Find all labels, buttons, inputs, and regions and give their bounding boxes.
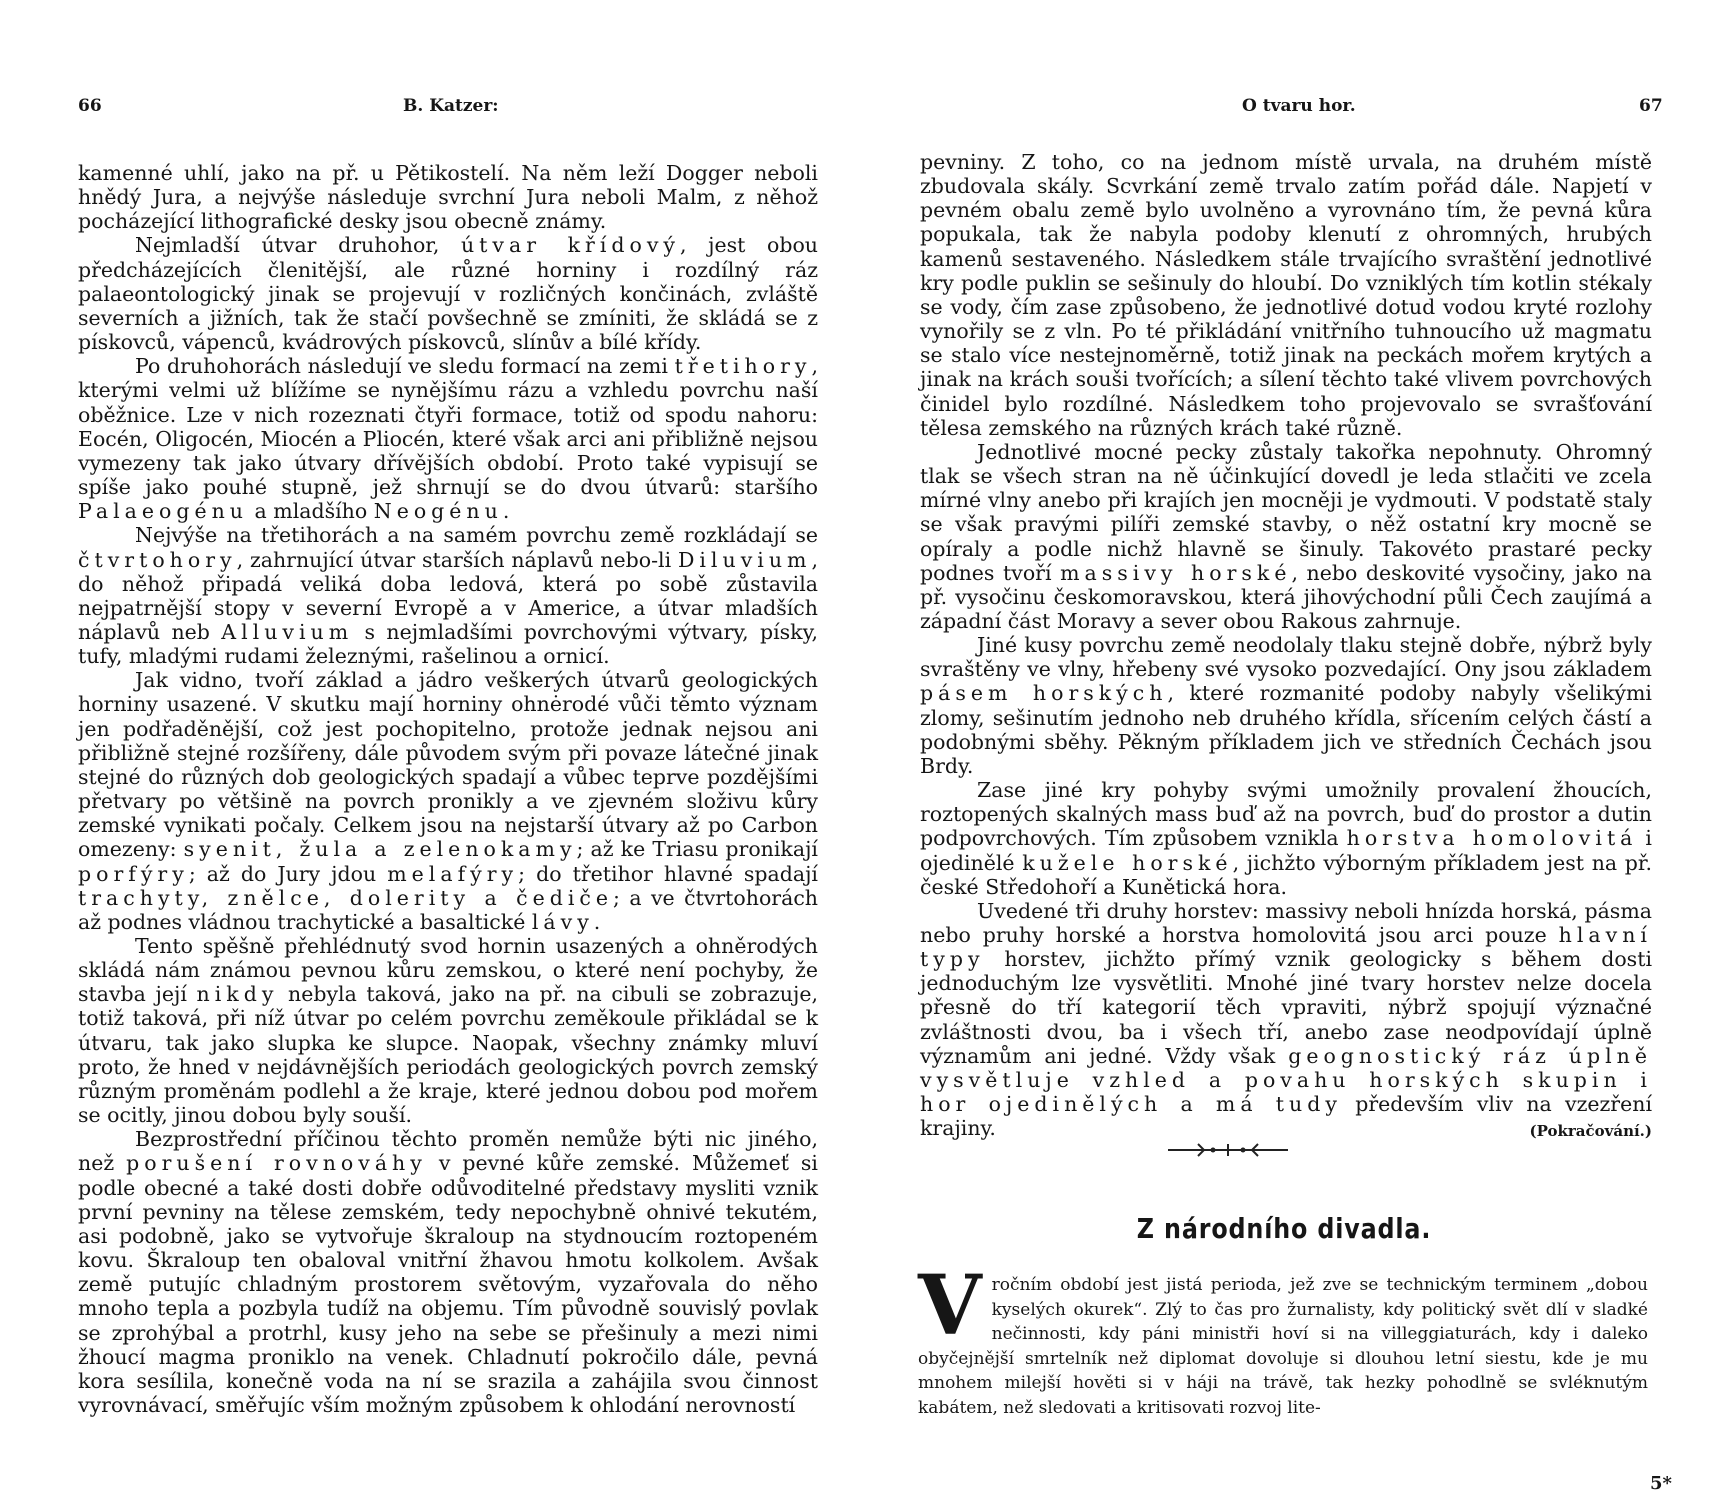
spaced-emphasis: melafýry	[387, 861, 519, 886]
spaced-emphasis: čtvrtohory	[78, 547, 237, 572]
spaced-emphasis: porušení rovnováhy	[126, 1151, 427, 1176]
left-paragraph: Bezprostřední příčinou těchto proměn nemůže býti nic jiného, než porušení rovnováhy v pevné kůře zemské. Můžemeť si podle obecné a také dosti dobře odůvoditelné představy mysliti vznik první pevniny na tělese zemském, tedy nepochybně ohnivé tekutém, asi podobně, jako se vytvořuje škraloup na stydnoucím roztopeném kovu. Škraloup ten obaloval vnitřní žhavou hmotu kolkolem. Avšak země putujíc chladným prostorem světovým, vyzařovala do něho mnoho tepla a pozbyla tudíž na objemu. Tím původně souvislý povlak se zprohýbal a protrhl, kusy jeho na sebe se přešinuly a mezi nimi žhoucí magma proniklo na venek. Chladnutí pokročilo dále, pevná kora sesílila, konečně voda na ní se srazila a zahájila svou činnost vyrovnávací, směřujíc vším možným způsobem k ohlodání nerovností	[78, 1127, 818, 1417]
running-head-left: B. Katzer:	[403, 96, 499, 116]
page-number-right: 67	[1639, 96, 1663, 116]
spaced-emphasis: Alluvium	[221, 619, 354, 644]
article-intro	[918, 1258, 1648, 1420]
spaced-emphasis: Neogénu	[373, 499, 503, 524]
right-paragraph: Uvedené tři druhy horstev: massivy neboli hnízda horská, pásma nebo pruhy horské a horstva homolovitá jsou arci pouze hlavní typy horstev, jichžto přímý vznik geologicky s během dosti jednoduchým lze vysvětliti. Mnohé jiné tvary horstev nelze docela přesně do tří kategorií těch vpraviti, nýbrž spojují význačné zvláštnosti dvou, ba i všech tří, anebo zase neodpovídají úplně významům ani jedné. Vždy však geognostický ráz úplně vysvětluje vzhled a povahu horských skupin i hor ojedinělých a má tudy především vliv na vzezření krajiny. (Pokračování.)	[920, 899, 1652, 1141]
page-number-left: 66	[78, 96, 102, 116]
spaced-emphasis: útvar křídový	[460, 233, 681, 258]
running-head-right: O tvaru hor.	[1242, 96, 1356, 116]
left-paragraph: Tento spěšně přehlédnutý svod hornin usazených a ohněrodých skládá nám známou pevnou kůru zemskou, o které není pochyby, že stavba její nikdy nebyla taková, jako na př. na cibuli se zobrazuje, totiž taková, při níž útvar po celém povrchu zeměkoule přikládal se k útvaru, tak jako slupka ke slupce. Naopak, všechny známky mluví proto, že hned v nejdávnějších periodách geologických povrch zemský různým proměnám podlehl a že kraje, které jednou dobou pod mořem se ocitly, jinou dobou byly souší.	[78, 934, 818, 1128]
spaced-emphasis: syenit, žula a zelenokamy	[183, 837, 577, 862]
right-text-column	[920, 150, 1652, 1143]
spaced-emphasis: geognostický ráz úplně vysvětluje vzhled a povahu horských skupin i hor ojedinělých a má tudy	[920, 1043, 1652, 1117]
spaced-emphasis: lávy	[531, 909, 594, 934]
spaced-emphasis: třetihory	[674, 354, 812, 379]
left-paragraph: Nejmladší útvar druhohor, útvar křídový, jest obou předcházejících členitější, ale různé horniny i rozdílný ráz palaeontologický jinak se projevují v rozličných končinách, zvláště severních a jižních, tak že stačí povšechně se zmíniti, že skládá se z pískovců, vápenců, kvádrových pískovců, slínův a bílé křídy.	[78, 233, 819, 355]
left-paragraph: Nejvýše na třetihorách a na samém povrchu země rozkládají se čtvrtohory, zahrnující útvar starších náplavů nebo-li Diluvium, do něhož připadá veliká doba ledová, která po sobě zůstavila nejpatrnější stopy v severní Evropě a v Americe, a útvar mladších náplavů neb Alluvium s nejmladšími povrchovými výtvary, písky, tufy, mladými rudami železnými, rašelinou a ornicí.	[78, 523, 818, 669]
spaced-emphasis: Diluvium	[677, 547, 812, 572]
left-paragraph: Jak vidno, tvoří základ a jádro veškerých útvarů geologických horniny usazené. V skutku mají horniny ohnėrodé vůči těmto význam jen podřaděnější, což jest pochopitelno, protože jednak nejsou ani přibližně stejné rozšířeny, dále původem svým při povaze látečné jinak stejné do různých dob geologických spadají a vůbec teprve pozdějšími přetvary po většině na povrch pronikly a ve zjevném složivu kůry zemské vynikati počaly. Celkem jsou na nejstarší útvary až po Carbon omezeny: syenit, žula a zelenokamy; až ke Triasu pronikají porfýry; až do Jury jdou melafýry; do třetihor hlavné spadají trachyty, znělce, dolerity a čediče; a ve čtvrtohorách až podnes vládnou trachytické a basaltické lávy.	[78, 668, 819, 934]
spaced-emphasis: kužele horské	[1022, 850, 1233, 875]
spaced-emphasis: porfýry	[78, 861, 189, 886]
spaced-emphasis: trachyty, znělce, dolerity a čediče	[78, 885, 614, 910]
drop-cap: V	[918, 1258, 982, 1354]
continued-note: (Pokračování.)	[1529, 1122, 1652, 1141]
left-paragraph: kamenné uhlí, jako na př. u Pětikostelí. Na něm leží Dogger neboli hnědý Jura, a nejvýše následuje svrchní Jura neboli Malm, z něhož pocházející lithografické desky jsou obecně známy.	[78, 161, 818, 234]
right-paragraph: pevniny. Z toho, co na jednom místě urvala, na druhém místě zbudovala skály. Scvrkání země trvalo zatím pořád dále. Napjetí v pevném obalu země bylo uvolněno a vyrovnáno tím, že pevná kůra popukala, tak že nabyla podoby klenutí z ohromných, hrubých kamenů sestaveného. Následkem stále trvajícího svraštění jednotlivé kry podle puklin se sešinuly do hloubí. Do vzniklých tím kotlin stékaly se vody, čím zase způsobeno, že jednotlivé dotud vodou kryté rozlohy vynořily se z vln. Po té přikládání vnitřního tuhnoucího už magmatu se stalo více nestejnoměrně, totiž jinak na peckách mořem krytých a jinak na krách souši tvořících; a sílení těchto také vlivem povrchových činidel bylo rozdílné. Následkem toho projevovalo se svrašťování tělesa zemského na různých krách také různě.	[920, 150, 1652, 440]
left-paragraph: Po druhohorách následují ve sledu formací na zemi třetihory, kterými velmi už blížíme se nynějšímu rázu a vzhledu povrchu naší oběžnice. Lze v nich rozeznati čtyři formace, totiž od spodu nahoru: Eocén, Oligocén, Miocén a Pliocén, které však arci ani přibližně nejsou vymezeny tak jako útvary dřívějších období. Proto také vypisují se spíše jako pouhé stupně, jež shrnují se do dvou útvarů: staršího Palaeogénu a mladšího Neogénu.	[78, 354, 818, 524]
right-paragraph: Jednotlivé mocné pecky zůstaly takořka nepohnuty. Ohromný tlak se všech stran na ně účinkující dovedl je leda stlačiti ve zcela mírné vlny anebo při krajích jen mocněji je vydmouti. V podstatě staly se však pravými pilíři zemské stavby, o něž ostatní kry mocně se opíraly a podle nichž hlavně se šinuly. Takovéto prastaré pecky podnes tvoří massivy horské, nebo deskovité vysočiny, jako na př. vysočinu českomoravskou, která jihovýchodní půli Čech zaujímá a západní část Moravy a sever obou Rakous zahrnuje.	[920, 439, 1652, 633]
article-text: ročním období jest jistá perioda, jež zve se technickým terminem „dobou kyselých okurek“. Zlý to čas pro žurnalisty, kdy politický svět dlí v sladké nečinnosti, kdy páni ministři hoví si na villeggiaturách, kdy i daleko obyčejnější smrtelník než diplomat dovoluje si dlouhou letní siestu, kde je mu mnohem milejší hověti si v háji na trávě, tak hezky pohodlně se svléknutým kabátem, než sledovati a kritisovati rozvoj lite-	[918, 1275, 1648, 1418]
right-paragraph: Zase jiné kry pohyby svými umožnily provalení žhoucích, roztopených skalných mass buď až na povrch, buď do prostor a dutin podpovrchových. Tím způsobem vznikla horstva homolovitá i ojedinělé kužele horské, jichžto výborným příkladem jest na př. české Středohoří a Kunětická hora.	[920, 778, 1652, 899]
spaced-emphasis: nikdy	[196, 982, 279, 1007]
ornament-divider-icon	[1168, 1140, 1288, 1160]
right-paragraph: Jiné kusy povrchu země neodolaly tlaku stejně dobře, nýbrž byly svraštěny ve vlny, hřebeny své vysoko pozvedající. Ony jsou základem pásem horských, které rozmanité podoby nabyly všelikými zlomy, sešinutím jednoho neb druhého křídla, sřícením celých částí a podobnými sběhy. Pěkným příkladem jich ve středních Čechách jsou Brdy.	[920, 633, 1652, 778]
spaced-emphasis: massivy horské	[1060, 560, 1292, 585]
spaced-emphasis: pásem horských	[920, 681, 1168, 706]
spaced-emphasis: Palaeogénu	[78, 499, 249, 524]
signature-mark: 5*	[1650, 1473, 1672, 1494]
spaced-emphasis: hlavní typy	[920, 923, 1652, 972]
section-title: Z národního divadla.	[1136, 1212, 1432, 1245]
left-text-column	[78, 161, 818, 1417]
right-page	[858, 0, 1716, 1500]
spaced-emphasis: horstva homolovitá	[1346, 826, 1638, 851]
